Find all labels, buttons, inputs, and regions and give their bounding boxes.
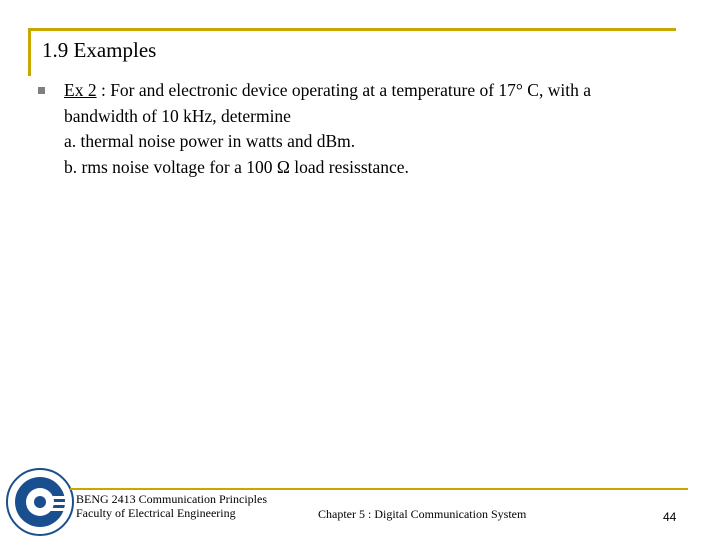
bullet-icon	[38, 87, 45, 94]
body-line-2: bandwidth of 10 kHz, determine	[64, 105, 291, 126]
page-number: 44	[663, 510, 677, 524]
university-seal-icon	[4, 466, 76, 538]
slide-title: 1.9 Examples	[42, 38, 157, 62]
footer-rule	[70, 488, 688, 490]
body-line-3: a. thermal noise power in watts and dBm.	[64, 131, 356, 151]
body-line-1	[64, 78, 684, 104]
title-frame-top-line	[28, 28, 676, 31]
footer-course: BENG 2413 Communication Principles	[76, 492, 267, 506]
body-line-4: b. rms noise voltage for a 100 Ω load resisstance.	[64, 156, 409, 177]
example-label: Ex 2	[64, 80, 97, 100]
footer-chapter: Chapter 5 : Digital Communication System	[318, 507, 527, 521]
slide-body	[64, 78, 684, 180]
body-line-1-text: : For and electronic device operating at a temperature of 17° C, with a	[96, 80, 591, 100]
footer-course-info	[76, 492, 267, 520]
title-frame-left-line	[28, 28, 31, 76]
footer-faculty: Faculty of Electrical Engineering	[76, 506, 236, 520]
